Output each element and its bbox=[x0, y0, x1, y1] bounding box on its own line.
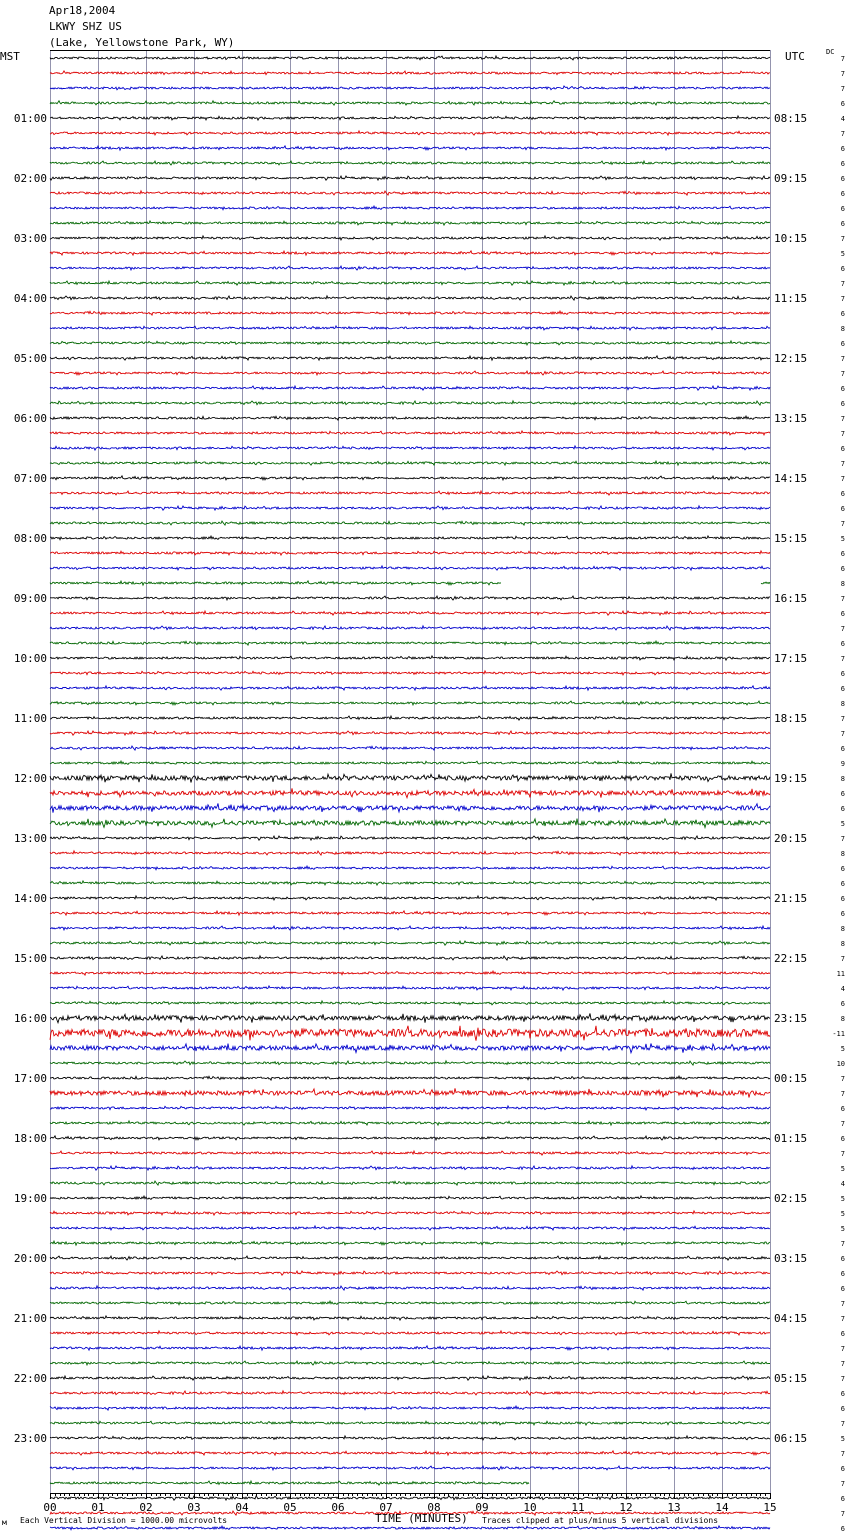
seismic-trace bbox=[50, 1061, 770, 1065]
right-hour-labels bbox=[774, 112, 807, 1445]
dc-offset-value: 7 bbox=[840, 295, 845, 303]
seismic-trace bbox=[50, 596, 770, 600]
right-hour-label: 03:15 bbox=[774, 1252, 808, 1265]
dc-offset-value: 6 bbox=[840, 1405, 845, 1413]
x-tick-label: 09 bbox=[475, 1501, 489, 1514]
seismic-trace bbox=[50, 1451, 770, 1455]
dc-offset-value: 6 bbox=[840, 790, 845, 798]
right-hour-label: 08:15 bbox=[774, 112, 808, 125]
seismic-trace bbox=[50, 266, 770, 270]
right-timezone-label: UTC bbox=[785, 50, 805, 63]
seismic-trace bbox=[50, 1391, 770, 1395]
dc-offset-value: 7 bbox=[840, 355, 845, 363]
seismic-trace bbox=[50, 431, 770, 435]
dc-offset-value: 8 bbox=[840, 700, 845, 708]
dc-offset-value: 5 bbox=[840, 820, 845, 828]
dc-offset-value: 8 bbox=[840, 925, 845, 933]
x-axis bbox=[43, 1493, 776, 1514]
dc-offset-value: 6 bbox=[840, 1495, 845, 1503]
x-tick-label: 03 bbox=[187, 1501, 201, 1514]
seismic-trace bbox=[50, 956, 770, 960]
dc-offset-value: 6 bbox=[840, 1525, 845, 1533]
seismic-trace bbox=[50, 1241, 770, 1245]
clip-note: Traces clipped at plus/minus 5 vertical divisions bbox=[482, 1516, 719, 1525]
right-hour-label: 23:15 bbox=[774, 1012, 808, 1025]
left-hour-label: 11:00 bbox=[13, 712, 47, 725]
seismic-trace bbox=[50, 176, 770, 180]
seismic-trace bbox=[50, 911, 770, 915]
left-hour-label: 22:00 bbox=[13, 1372, 47, 1385]
left-hour-label: 10:00 bbox=[13, 652, 47, 665]
dc-offset-value: 6 bbox=[840, 1105, 845, 1113]
left-hour-label: 13:00 bbox=[13, 832, 47, 845]
dc-header-label: DC bbox=[826, 48, 835, 56]
left-hour-label: 19:00 bbox=[13, 1192, 47, 1205]
x-tick-label: 15 bbox=[763, 1501, 777, 1514]
right-hour-label: 16:15 bbox=[774, 592, 808, 605]
right-hour-label: 02:15 bbox=[774, 1192, 808, 1205]
right-hour-label: 17:15 bbox=[774, 652, 808, 665]
dc-offset-value: 6 bbox=[840, 880, 845, 888]
left-hour-label: 05:00 bbox=[13, 352, 47, 365]
dc-offset-value: 7 bbox=[840, 715, 845, 723]
seismic-trace bbox=[50, 1331, 770, 1335]
dc-offset-value: 6 bbox=[840, 445, 845, 453]
seismic-trace bbox=[50, 1316, 770, 1320]
seismic-trace bbox=[50, 926, 770, 930]
seismic-trace bbox=[50, 281, 770, 285]
left-hour-label: 21:00 bbox=[13, 1312, 47, 1325]
dc-offset-value: 8 bbox=[840, 1015, 845, 1023]
left-hour-label: 18:00 bbox=[13, 1132, 47, 1145]
right-hour-label: 21:15 bbox=[774, 892, 808, 905]
dc-offset-value: 7 bbox=[840, 55, 845, 63]
dc-offset-value: 7 bbox=[840, 730, 845, 738]
seismic-trace bbox=[50, 788, 770, 797]
seismic-trace bbox=[50, 1256, 770, 1260]
seismic-trace bbox=[50, 1013, 770, 1022]
dc-offset-value: 6 bbox=[840, 745, 845, 753]
dc-offset-value: 7 bbox=[840, 415, 845, 423]
seismic-trace bbox=[50, 1026, 770, 1041]
seismic-trace bbox=[50, 1421, 770, 1425]
seismic-trace bbox=[50, 1466, 770, 1470]
right-hour-label: 01:15 bbox=[774, 1132, 808, 1145]
x-tick-label: 00 bbox=[43, 1501, 57, 1514]
x-tick-label: 04 bbox=[235, 1501, 249, 1514]
seismic-trace bbox=[50, 686, 770, 690]
seismic-trace bbox=[50, 341, 770, 345]
dc-offset-value: 4 bbox=[840, 1180, 845, 1188]
dc-offset-value: 7 bbox=[840, 1345, 845, 1353]
dc-offset-value: 7 bbox=[840, 1420, 845, 1428]
seismic-trace bbox=[50, 971, 770, 975]
seismic-trace bbox=[50, 371, 770, 375]
dc-offset-value: 5 bbox=[840, 1165, 845, 1173]
seismic-trace bbox=[50, 773, 770, 782]
grid-lines bbox=[50, 50, 771, 1493]
seismic-trace bbox=[50, 1406, 770, 1410]
dc-offset-value: 7 bbox=[840, 460, 845, 468]
dc-offset-value: 8 bbox=[840, 940, 845, 948]
seismic-trace bbox=[50, 86, 770, 90]
dc-offset-value: 7 bbox=[840, 625, 845, 633]
left-hour-label: 06:00 bbox=[13, 412, 47, 425]
dc-offset-value: 7 bbox=[840, 1120, 845, 1128]
x-tick-label: 01 bbox=[91, 1501, 105, 1514]
dc-offset-value: 5 bbox=[840, 1045, 845, 1053]
seismic-trace bbox=[50, 731, 770, 735]
dc-offset-value: 7 bbox=[840, 130, 845, 138]
dc-offset-value: 6 bbox=[840, 565, 845, 573]
dc-offset-value: 6 bbox=[840, 550, 845, 558]
dc-offset-value: 6 bbox=[840, 490, 845, 498]
seismic-trace bbox=[50, 986, 770, 990]
dc-offset-value: 4 bbox=[840, 115, 845, 123]
seismic-trace bbox=[50, 491, 770, 495]
dc-offset-value: 5 bbox=[840, 1435, 845, 1443]
dc-offset-value: 4 bbox=[840, 985, 845, 993]
seismic-trace bbox=[50, 1226, 770, 1230]
seismic-trace bbox=[50, 461, 770, 465]
dc-offset-value: 6 bbox=[840, 1270, 845, 1278]
corner-mark: м bbox=[2, 1518, 7, 1527]
right-hour-label: 18:15 bbox=[774, 712, 808, 725]
dc-offset-value: -11 bbox=[832, 1030, 845, 1038]
seismic-trace bbox=[50, 296, 770, 300]
right-hour-label: 10:15 bbox=[774, 232, 808, 245]
seismic-trace bbox=[50, 191, 770, 195]
seismic-trace bbox=[50, 1526, 770, 1530]
dc-offset-value: 7 bbox=[840, 1450, 845, 1458]
seismic-trace bbox=[50, 416, 770, 420]
seismic-trace bbox=[50, 716, 770, 720]
seismic-trace bbox=[50, 551, 770, 555]
seismic-trace bbox=[50, 386, 770, 390]
seismic-trace bbox=[50, 146, 770, 150]
dc-offset-value: 9 bbox=[840, 760, 845, 768]
seismic-trace bbox=[50, 1151, 770, 1155]
station-code: LKWY SHZ US bbox=[49, 20, 122, 33]
dc-offset-value: 7 bbox=[840, 280, 845, 288]
seismic-trace bbox=[50, 1496, 770, 1500]
seismic-trace bbox=[50, 1181, 770, 1185]
seismic-trace bbox=[50, 1376, 770, 1380]
dc-offset-value: 6 bbox=[840, 1465, 845, 1473]
seismic-trace bbox=[50, 1001, 770, 1005]
seismic-trace bbox=[50, 836, 770, 840]
left-hour-label: 14:00 bbox=[13, 892, 47, 905]
right-hour-label: 06:15 bbox=[774, 1432, 808, 1445]
seismic-trace bbox=[50, 1211, 770, 1215]
record-date: Apr18,2004 bbox=[49, 4, 116, 17]
dc-offset-value: 10 bbox=[836, 1060, 845, 1068]
dc-offset-value: 6 bbox=[840, 1285, 845, 1293]
right-hour-label: 13:15 bbox=[774, 412, 808, 425]
right-hour-label: 09:15 bbox=[774, 172, 808, 185]
seismic-trace bbox=[50, 206, 770, 210]
seismic-trace bbox=[50, 236, 770, 240]
dc-offset-labels bbox=[832, 55, 845, 1534]
dc-offset-value: 7 bbox=[840, 370, 845, 378]
right-hour-label: 00:15 bbox=[774, 1072, 808, 1085]
dc-offset-value: 8 bbox=[840, 850, 845, 858]
dc-offset-value: 7 bbox=[840, 1375, 845, 1383]
seismic-trace bbox=[50, 851, 770, 855]
right-hour-label: 15:15 bbox=[774, 532, 808, 545]
seismic-trace bbox=[50, 71, 770, 75]
left-hour-label: 12:00 bbox=[13, 772, 47, 785]
seismic-trace bbox=[50, 101, 770, 105]
seismic-trace bbox=[50, 1076, 770, 1080]
dc-offset-value: 8 bbox=[840, 580, 845, 588]
seismic-trace bbox=[50, 56, 770, 60]
dc-offset-value: 6 bbox=[840, 145, 845, 153]
seismic-trace bbox=[50, 1121, 770, 1125]
seismic-trace bbox=[50, 761, 770, 765]
right-hour-label: 12:15 bbox=[774, 352, 808, 365]
left-hour-labels bbox=[14, 112, 47, 1445]
dc-offset-value: 7 bbox=[840, 835, 845, 843]
dc-offset-value: 7 bbox=[840, 1510, 845, 1518]
dc-offset-value: 7 bbox=[840, 1480, 845, 1488]
dc-offset-value: 6 bbox=[840, 865, 845, 873]
x-axis-title: TIME (MINUTES) bbox=[375, 1512, 468, 1525]
seismic-trace bbox=[50, 641, 770, 645]
seismic-trace bbox=[50, 1481, 529, 1485]
dc-offset-value: 7 bbox=[840, 1315, 845, 1323]
x-tick-label: 05 bbox=[283, 1501, 297, 1514]
dc-offset-value: 7 bbox=[840, 1090, 845, 1098]
dc-offset-value: 5 bbox=[840, 1195, 845, 1203]
right-hour-label: 14:15 bbox=[774, 472, 808, 485]
dc-offset-value: 7 bbox=[840, 70, 845, 78]
dc-offset-value: 6 bbox=[840, 220, 845, 228]
dc-offset-value: 6 bbox=[840, 1255, 845, 1263]
right-hour-label: 19:15 bbox=[774, 772, 808, 785]
dc-offset-value: 11 bbox=[836, 970, 845, 978]
dc-offset-value: 7 bbox=[840, 520, 845, 528]
left-timezone-label: MST bbox=[0, 50, 20, 63]
left-hour-label: 08:00 bbox=[13, 532, 47, 545]
x-tick-label: 02 bbox=[139, 1501, 153, 1514]
x-tick-label: 13 bbox=[667, 1501, 681, 1514]
dc-offset-value: 6 bbox=[840, 1330, 845, 1338]
seismic-trace bbox=[50, 1196, 770, 1200]
x-tick-label: 10 bbox=[523, 1501, 537, 1514]
seismic-trace bbox=[50, 611, 770, 615]
seismic-trace bbox=[50, 161, 770, 165]
seismic-trace bbox=[50, 446, 770, 450]
x-tick-label: 14 bbox=[715, 1501, 729, 1514]
dc-offset-value: 6 bbox=[840, 640, 845, 648]
trace-series bbox=[50, 56, 770, 1534]
seismic-trace bbox=[50, 536, 770, 540]
dc-offset-value: 7 bbox=[840, 85, 845, 93]
dc-offset-value: 6 bbox=[840, 1390, 845, 1398]
left-hour-label: 20:00 bbox=[13, 1252, 47, 1265]
seismic-trace bbox=[50, 671, 770, 675]
seismic-trace bbox=[50, 866, 770, 870]
dc-offset-value: 7 bbox=[840, 1150, 845, 1158]
seismic-trace bbox=[50, 1166, 770, 1170]
seismic-trace bbox=[50, 311, 770, 315]
dc-offset-value: 7 bbox=[840, 655, 845, 663]
dc-offset-value: 6 bbox=[840, 340, 845, 348]
left-hour-label: 03:00 bbox=[13, 232, 47, 245]
right-hour-label: 20:15 bbox=[774, 832, 808, 845]
dc-offset-value: 6 bbox=[840, 805, 845, 813]
seismic-trace bbox=[50, 1088, 770, 1097]
dc-offset-value: 7 bbox=[840, 1360, 845, 1368]
dc-offset-value: 7 bbox=[840, 430, 845, 438]
dc-offset-value: 6 bbox=[840, 1000, 845, 1008]
dc-offset-value: 6 bbox=[840, 385, 845, 393]
dc-offset-value: 6 bbox=[840, 685, 845, 693]
seismic-trace bbox=[50, 803, 770, 812]
seismic-trace bbox=[50, 251, 770, 255]
x-tick-label: 07 bbox=[379, 1501, 393, 1514]
right-hour-label: 05:15 bbox=[774, 1372, 808, 1385]
seismic-trace bbox=[50, 401, 770, 405]
seismic-trace bbox=[50, 896, 770, 900]
seismic-trace bbox=[50, 326, 770, 330]
x-tick-label: 06 bbox=[331, 1501, 345, 1514]
dc-offset-value: 6 bbox=[840, 310, 845, 318]
dc-offset-value: 5 bbox=[840, 1210, 845, 1218]
seismic-trace bbox=[50, 1286, 770, 1290]
dc-offset-value: 5 bbox=[840, 1225, 845, 1233]
x-tick-label: 11 bbox=[571, 1501, 585, 1514]
dc-offset-value: 6 bbox=[840, 265, 845, 273]
seismic-trace bbox=[50, 356, 770, 360]
left-hour-label: 07:00 bbox=[13, 472, 47, 485]
dc-offset-value: 6 bbox=[840, 610, 845, 618]
seismic-trace bbox=[50, 1346, 770, 1350]
seismic-trace bbox=[50, 116, 770, 120]
seismic-trace bbox=[50, 746, 770, 750]
station-location: (Lake, Yellowstone Park, WY) bbox=[49, 36, 235, 49]
dc-offset-value: 7 bbox=[840, 235, 845, 243]
dc-offset-value: 7 bbox=[840, 955, 845, 963]
dc-offset-value: 6 bbox=[840, 400, 845, 408]
seismic-trace bbox=[50, 1361, 770, 1365]
dc-offset-value: 7 bbox=[840, 1075, 845, 1083]
dc-offset-value: 7 bbox=[840, 1300, 845, 1308]
seismic-trace bbox=[50, 1271, 770, 1275]
x-tick-label: 08 bbox=[427, 1501, 441, 1514]
left-hour-label: 23:00 bbox=[13, 1432, 47, 1445]
seismic-trace bbox=[50, 221, 770, 225]
seismic-trace bbox=[50, 701, 770, 705]
seismic-trace bbox=[50, 1136, 770, 1140]
dc-offset-value: 6 bbox=[840, 205, 845, 213]
dc-offset-value: 6 bbox=[840, 910, 845, 918]
dc-offset-value: 6 bbox=[840, 670, 845, 678]
seismic-trace bbox=[50, 1436, 770, 1440]
seismic-trace bbox=[50, 131, 770, 135]
dc-offset-value: 6 bbox=[840, 1135, 845, 1143]
dc-offset-value: 8 bbox=[840, 325, 845, 333]
seismic-trace bbox=[50, 1044, 770, 1053]
right-hour-label: 11:15 bbox=[774, 292, 808, 305]
dc-offset-value: 7 bbox=[840, 475, 845, 483]
dc-offset-value: 6 bbox=[840, 175, 845, 183]
seismic-trace bbox=[50, 521, 770, 525]
dc-offset-value: 6 bbox=[840, 100, 845, 108]
seismic-trace bbox=[50, 941, 770, 945]
seismic-trace bbox=[50, 626, 770, 630]
left-hour-label: 02:00 bbox=[13, 172, 47, 185]
seismic-trace bbox=[50, 881, 770, 885]
left-hour-label: 17:00 bbox=[13, 1072, 47, 1085]
seismic-trace bbox=[50, 506, 770, 510]
seismic-trace bbox=[50, 819, 770, 828]
dc-offset-value: 5 bbox=[840, 250, 845, 258]
left-hour-label: 16:00 bbox=[13, 1012, 47, 1025]
seismic-trace bbox=[50, 656, 770, 660]
left-hour-label: 04:00 bbox=[13, 292, 47, 305]
left-hour-label: 01:00 bbox=[13, 112, 47, 125]
vertical-scale-note: Each Vertical Division = 1000.00 microvolts bbox=[20, 1516, 228, 1525]
left-hour-label: 09:00 bbox=[13, 592, 47, 605]
dc-offset-value: 8 bbox=[840, 775, 845, 783]
seismic-trace bbox=[50, 566, 770, 570]
x-tick-label: 12 bbox=[619, 1501, 633, 1514]
dc-offset-value: 6 bbox=[840, 895, 845, 903]
seismic-trace bbox=[50, 1301, 770, 1305]
dc-offset-value: 6 bbox=[840, 160, 845, 168]
dc-offset-value: 7 bbox=[840, 1240, 845, 1248]
dc-offset-value: 5 bbox=[840, 535, 845, 543]
right-hour-label: 04:15 bbox=[774, 1312, 808, 1325]
dc-offset-value: 6 bbox=[840, 190, 845, 198]
seismic-trace bbox=[50, 1106, 770, 1110]
dc-offset-value: 6 bbox=[840, 505, 845, 513]
seismic-trace bbox=[50, 581, 770, 585]
left-hour-label: 15:00 bbox=[13, 952, 47, 965]
dc-offset-value: 7 bbox=[840, 595, 845, 603]
seismic-trace bbox=[50, 476, 770, 480]
right-hour-label: 22:15 bbox=[774, 952, 808, 965]
